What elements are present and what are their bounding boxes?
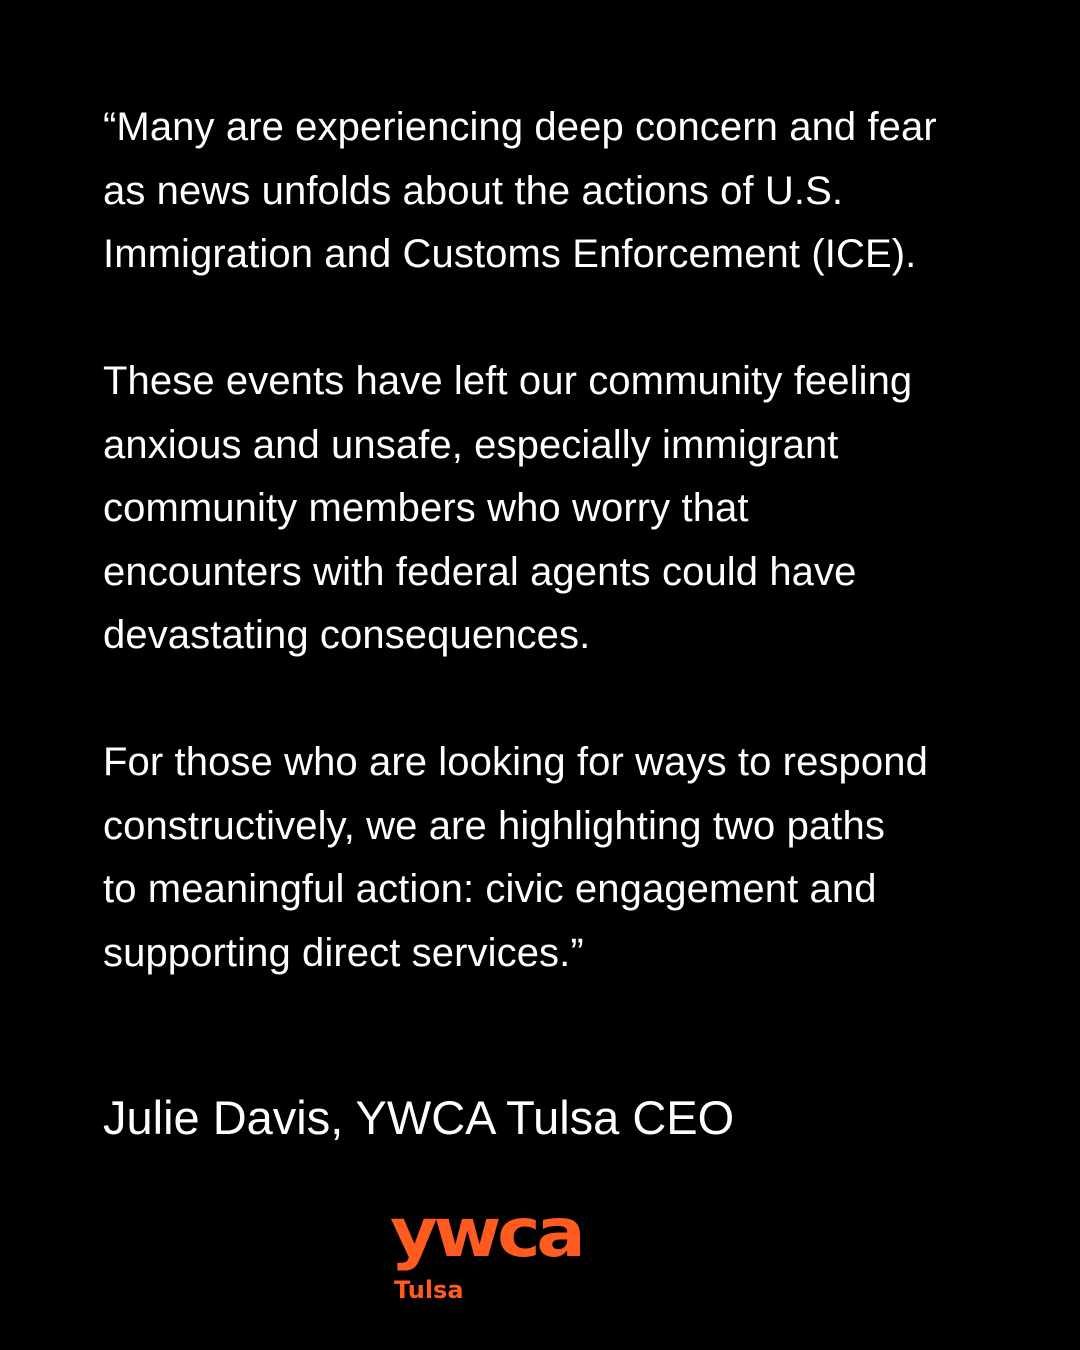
quote-paragraph-3: For those who are looking for ways to respond constructively, we are highlighting two paths to meaningful action: civic engagement and supporting direct services.” [103, 740, 928, 975]
logo-wordmark: ywca [390, 1194, 582, 1273]
logo-city-name: Tulsa [394, 1276, 464, 1304]
quote-attribution: Julie Davis, YWCA Tulsa CEO [103, 1091, 735, 1144]
quote-paragraph-1: “Many are experiencing deep concern and fear as news unfolds about the actions of U.S. Immigration and Customs Enforcement (ICE). [103, 105, 937, 276]
quote-paragraph-2: These events have left our community feeling anxious and unsafe, especially immigrant community members who worry that encounters with federal agents could have devastating consequences. [103, 359, 913, 657]
quote-block [103, 96, 1003, 985]
ywca-tulsa-logo [390, 1194, 610, 1308]
